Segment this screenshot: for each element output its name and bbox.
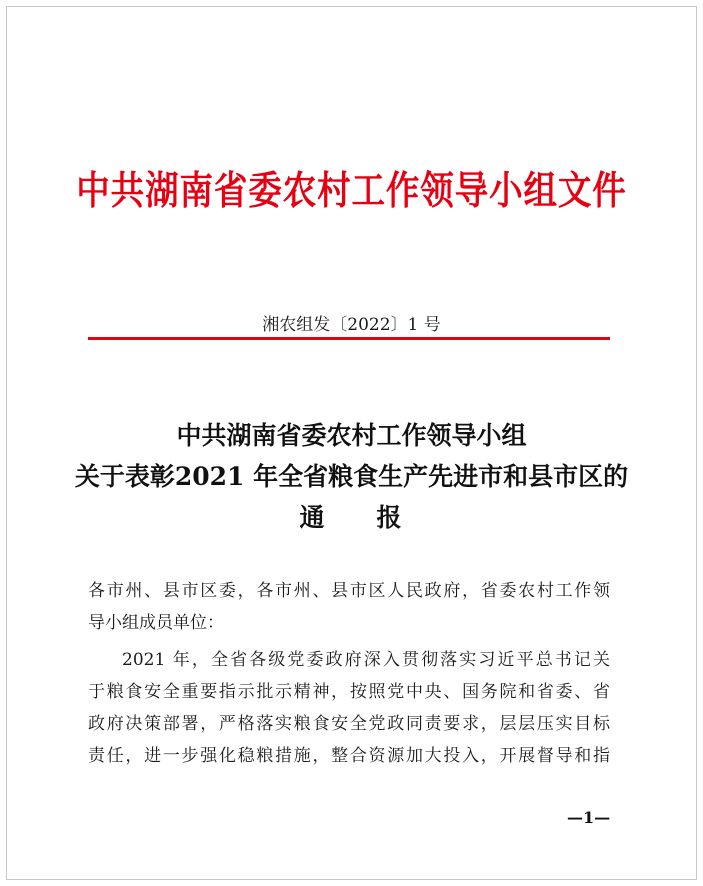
issuer-header: 中共湖南省委农村工作领导小组文件 — [76, 168, 627, 214]
title-word-1: 通 — [299, 503, 327, 532]
document-number: 湘农组发〔2022〕1 号 — [262, 315, 441, 335]
body-paragraph — [88, 644, 610, 772]
title-line-3 — [0, 498, 703, 534]
page-number: —1— — [567, 808, 611, 827]
red-divider-rule — [88, 337, 610, 340]
title-word-2: 报 — [376, 503, 404, 532]
paragraph-line-3: 政府决策部署，严格落实粮食安全党政同责要求，层层压实目标 — [88, 714, 610, 734]
title-line-1: 中共湖南省委农村工作领导小组 — [176, 421, 527, 450]
title-line-2: 关于表彰2021 年全省粮食生产先进市和县市区的 — [74, 462, 629, 491]
paragraph-line-1: 2021 年，全省各级党委政府深入贯彻落实习近平总书记关 — [122, 650, 610, 670]
salutation-line-1: 各市州、县市区委，各市州、县市区人民政府，省委农村工作领 — [88, 581, 610, 601]
paragraph-line-2: 于粮食安全重要指示批示精神，按照党中央、国务院和省委、省 — [88, 682, 610, 702]
paragraph-line-4: 责任，进一步强化稳粮措施，整合资源加大投入，开展督导和指 — [88, 746, 610, 766]
salutation-line-2: 导小组成员单位： — [88, 613, 224, 633]
salutation — [88, 575, 610, 639]
